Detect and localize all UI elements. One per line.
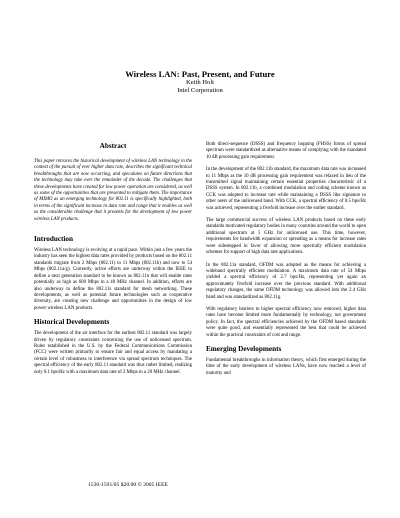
paragraph-5ghz: The large commercial success of wireless LAN products based on these early standards motivated regulatory bodies in many countries around the world to open additional spectrum at 5 GHz for unlicensed use. This time, however, requirements for bandwidth expansion or spreading as a means for increase rates were sidestepped in favor of allowing more spectrally efficient modulation schemes for support of high data rate applications. [206,218,366,256]
abstract-text: This paper retraces the historical development of wireless LAN technology in the context of the pursuit of ever higher data rate, describes the significant technical breakthroughs that are now occurring, and speculates on future directions that the technology may take over the remainder of the decade. The challenges that these developments have created for low power operation are considered, as well as some of the opportunities that are presented to mitigate them. The importance of MIMO as an emerging technology for 802.11 is specifically highlighted, both in terms of the significant increase in data rate and range that it enables as well as the considerable challenge that it presents for the development of low power wireless LAN products. [34,159,192,222]
emerging-heading: Emerging Developments [206,344,282,353]
historical-text: The development of the air interface for the earliest 802.11 standard was largely driven by regulatory constraints concerning the use of unlicensed spectrum. Rules established in the U.S. by the Federal Communications Commission (FCC) were written primarily to ensure fair and equal access by mandating a certain level of robustness to interference via spread spectrum techniques. The spectral efficiency of the early 802.11 standard was thus rather limited, realizing only 0.1 bps/Hz with a maximum data rate of 2 Mbps in a 20 MHz channel. [34,331,192,375]
emerging-text: Fundamental breakthroughs in information theory, which first emerged during the time of the early development of wireless LANs, have now reached a level of maturity and [206,357,366,376]
historical-heading: Historical Developments [34,318,110,327]
abstract-heading: Abstract [99,142,127,150]
left-column [34,142,192,376]
paragraph-80211a: In the 802.11a standard, OFDM was adopted as the means for achieving a wideband spectrally efficient modulation. A maximum data rate of 54 Mbps yielded a spectral efficiency of 2.7 bps/Hz, representing yet again an approximately fivefold increase over the previous standard. With additional regulatory changes, the same OFDM technology was allowed into the 2.4 GHz band and was standardized as 802.11g. [206,262,366,300]
paragraph-80211b: In the development of the 802.11b standard, the maximum data rate was increased to 11 Mbps as the 10 dB processing gain requirement was relaxed in lieu of the transmitted signal maintaining certain essential properties characteristic of a DSSS system. In 802.11b, a combined modulation and coding scheme known as CCK was adopted to increase rate while maintaining a DSSS like signature to other users of the unlicensed band. With CCK, a spectral efficiency of 0.5 bps/Hz was achieved, representing a fivefold increase over the earlier standard. [206,167,366,211]
right-column [206,142,366,377]
author-name: Keith Holt [185,79,215,86]
introduction-heading: Introduction [34,235,74,244]
author-affiliation: Intel Corporation [177,87,223,94]
paper-title: Wireless LAN: Past, Present, and Future [125,69,275,79]
paragraph-regulatory: With regulatory barriers to higher spectral efficiency now removed, higher data rates have become limited more fundamentally by technology, not government policy. In fact, the spectral efficiencies achieved by the OFDM based standards were quite good, and essentially represented the best that could be achieved within the practical constraints of cost and range. [206,306,366,338]
paragraph-spread-spectrum: Both direct-sequence (DSSS) and frequency hopping (FHSS) forms of spread spectrum were standardized as alternative means of complying with the mandated 10 dB processing gain requirement. [206,142,366,160]
copyright-footer: 1530-1591/05 $20.00 © 2005 IEEE [88,482,168,488]
introduction-text: Wireless LAN technology is evolving at a rapid pace. Within just a few years the industry has seen the highest data rates provided by products based on the 802.11 standards migrate from 2 Mbps (802.11) to 11 Mbps (802.11b) and now to 54 Mbps (802.11a/g). Currently, active efforts are underway within the IEEE to define a next generation standard to be known as 802.11n that will enable rates potentially as high as 600 Mbps in a 40 MHz channel. In addition, efforts are also underway to define the 802.11s standard for mesh networking. These developments, as well as potential future technologies such as cooperative diversity, are creating new challenge and opportunities in the design of low power wireless LAN products. [34,248,192,311]
